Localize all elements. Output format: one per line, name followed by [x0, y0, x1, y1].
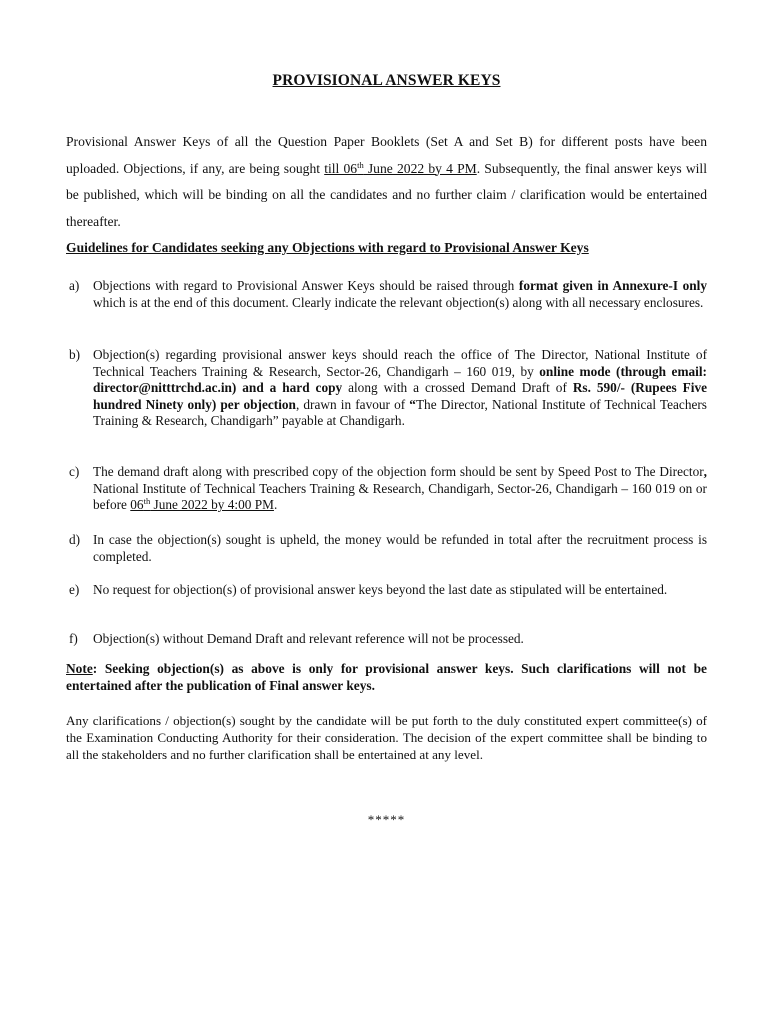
submission-rest: June 2022 by 4:00 PM: [150, 497, 274, 513]
submission-ordinal: th: [143, 496, 151, 507]
item-a-text-1: Objections with regard to Provisional Answer Keys should be raised through: [93, 278, 519, 293]
item-c-text-3: .: [273, 497, 278, 513]
note-label: Note: [66, 661, 93, 676]
document-page: [66, 0, 707, 1024]
intro-text-1: Provisional Answer Keys of all the Question Paper Booklets (Set A and Set B) for different posts have been uploaded. Objections, if any, are being sought: [66, 134, 707, 176]
item-b-text-4: The Director, National Institute of Technical Teachers Training & Research, Chandigarh” payable at Chandigarh.: [93, 396, 707, 429]
deadline-rest: June 2022 by 4 PM: [363, 160, 477, 176]
item-b-text-2: along with a crossed Demand Draft of: [342, 380, 573, 396]
guidelines-heading: Guidelines for Candidates seeking any Objections with regard to Provisional Answer Keys: [66, 240, 589, 255]
note-text: : Seeking objection(s) as above is only for provisional answer keys. Such clarifications will not be entertained after the publication of Final answer keys.: [66, 661, 707, 693]
item-c-text-2: National Institute of Technical Teachers Training & Research, Chandigarh, Sector-26, Chandigarh – 160 019 on or before: [93, 480, 707, 513]
intro-text-2: . Subsequently, the final answer keys will be published, which will be binding on all the candidates and no further claim / clarification would be entertained thereafter.: [66, 160, 707, 229]
item-label: a): [69, 278, 80, 293]
deadline-ordinal: th: [357, 159, 364, 170]
submission-day: 06: [130, 497, 144, 513]
closing-paragraph: Any clarifications / objection(s) sought by the candidate will be put forth to the duly constituted expert committee(s) of the Examination Conducting Authority for their consideration. The decision of the expert committee shall be binding to all the stakeholders and no further clarification shall be entertained at any level.: [66, 713, 707, 762]
item-b-bold-3: “: [409, 396, 416, 412]
submission-deadline: [130, 497, 274, 512]
item-text: [93, 347, 707, 430]
page-title: PROVISIONAL ANSWER KEYS: [272, 72, 501, 89]
item-b-bold-1: online mode (through email: director@nitttrchd.ac.in) and a hard copy: [93, 363, 707, 396]
objection-deadline: [324, 161, 477, 176]
intro-paragraph: [66, 129, 707, 235]
item-label: c): [69, 464, 80, 479]
note-paragraph: [66, 660, 707, 694]
item-text: [93, 464, 707, 514]
item-b-text-1: Objection(s) regarding provisional answer keys should reach the office of The Director, National Institute of Technical Teachers Training & Research, Sector-26, Chandigarh – 160 019, by: [93, 347, 707, 379]
item-text: Objection(s) without Demand Draft and relevant reference will not be processed.: [93, 631, 524, 646]
item-label: e): [69, 582, 80, 597]
item-label: b): [69, 347, 81, 362]
item-text: [93, 278, 707, 311]
item-label: d): [69, 532, 81, 547]
end-mark: *****: [367, 812, 406, 827]
item-b-text-3: , drawn in favour of: [295, 396, 410, 412]
item-b-bold-2: Rs. 590/- (Rupees Five hundred Ninety only) per objection: [93, 380, 707, 412]
item-c-bold-1: ,: [703, 464, 707, 479]
item-text: In case the objection(s) sought is upheld, the money would be refunded in total after the recruitment process is completed.: [93, 532, 707, 564]
item-a-text-2: which is at the end of this document. Clearly indicate the relevant objection(s) along with all necessary enclosures.: [93, 294, 704, 310]
item-a-bold-1: format given in Annexure-I only: [518, 278, 707, 293]
item-label: f): [69, 631, 78, 646]
deadline-day: till 06: [324, 160, 358, 176]
item-text: No request for objection(s) of provisional answer keys beyond the last date as stipulated will be entertained.: [93, 582, 668, 597]
item-c-text-1: The demand draft along with prescribed copy of the objection form should be sent by Speed Post to The Director: [93, 464, 704, 479]
